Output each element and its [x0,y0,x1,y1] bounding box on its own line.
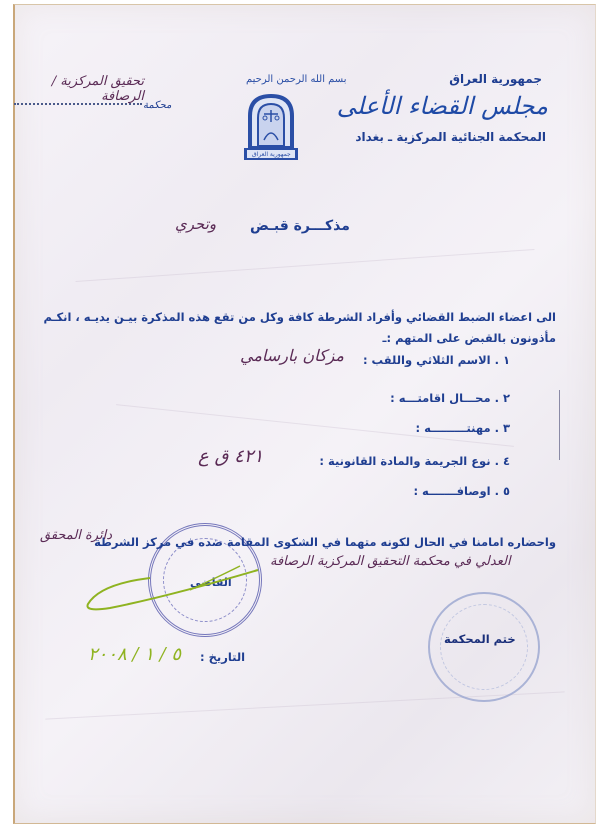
judge-signature-icon [80,560,260,620]
field-description-label: ٥ . اوصافـــــــه : [413,484,510,498]
date-label: التاريخ : [200,650,246,664]
judge-label: القاضي [190,576,232,589]
field-occupation-label: ٣ . مهنتـــــــــه : [415,421,510,435]
intro-line-1: الى اعضاء الضبط القضائي وأفراد الشرطة كافة وكل من تقع هذه المذكرة بيـن يديـه ، انكـم [43,310,556,324]
paper-crease [76,249,535,282]
council-heading: مجلس القضاء الأعلى [336,92,548,120]
field-residence-label: ٢ . محـــال اقامتـــه : [390,391,510,405]
closing-text: واحضاره امامنا في الحال لكونه متهما في الشكوى المقامة ضده في مركز الشرطة [94,535,556,549]
closing-handwritten-1: دائرة المحقق [40,528,113,543]
field-crime-label: ٤ . نوع الجريمة والمادة القانونية : [319,454,510,468]
emblem-caption: جمهورية العراق [252,151,291,158]
document-title-handwritten: وتحري [175,215,217,233]
court-stamp-icon [428,592,540,702]
court-field-dotted-line [14,103,142,105]
field-name-label: ١ . الاسم الثلاثي واللقب : [362,353,510,367]
field-name-value: مزكان بارسامي [240,346,344,365]
basmala: بسم الله الرحمن الرحيم [246,74,347,85]
closing-handwritten-2: العدلي في محكمة التحقيق المركزية الرصافة [270,554,511,569]
court-field-value: تحقيق المركزية / الرصافة [51,74,144,104]
margin-line [559,390,560,460]
court-field-label: محكمة [143,100,172,111]
court-heading: المحكمة الجنائية المركزية ـ بغداد [355,130,546,144]
court-seal-label: ختم المحكمة [444,632,516,646]
intro-line-2: مأذونون بالقبض على المتهم :ـ [382,331,556,345]
document-paper [13,4,596,824]
date-value: ٥ / ١ / ٢٠٠٨ [88,644,182,665]
republic-heading: جمهورية العراق [449,72,542,86]
document-title: مذكـــرة قبـض [250,218,350,234]
field-crime-value: ٤٢١ ق ع [198,446,264,467]
